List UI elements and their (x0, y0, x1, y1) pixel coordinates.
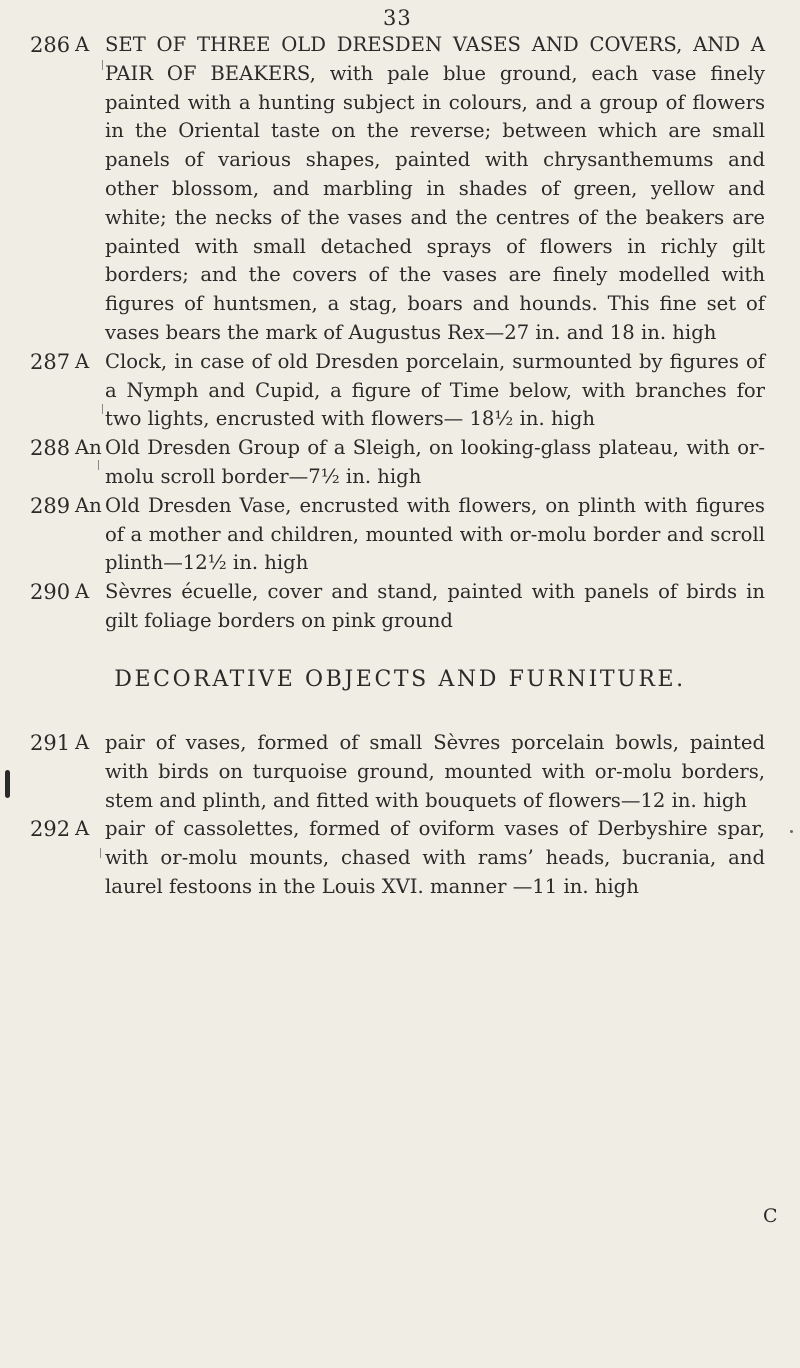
lot-lead-word: A (75, 33, 90, 56)
section-heading: DECORATIVE OBJECTS AND FURNITURE. (114, 667, 686, 692)
lot-number: 287 (30, 349, 71, 374)
lot-lead-word: An (75, 436, 102, 460)
lot-list-decorative (0, 729, 800, 902)
lot-number: 290 (30, 580, 71, 605)
lot-list-porcelain (0, 31, 800, 636)
lot-description (75, 729, 765, 815)
lot-number: 288 (30, 436, 71, 461)
page-number: 33 (383, 6, 412, 30)
lot-lead-word: An (75, 493, 102, 517)
lot-entry (0, 578, 800, 636)
lot-description-text: pair of cassolettes, formed of oviform vases of Derbyshire spar, with or-molu mounts, chased with rams’ heads, bucrania, and laurel festoons in the Louis XVI. manner —11 in. high (105, 817, 765, 898)
lot-description (75, 578, 765, 636)
margin-mark (102, 404, 103, 414)
lot-entry (0, 815, 800, 901)
lot-entry (0, 492, 800, 578)
lot-number: 289 (30, 493, 71, 518)
lot-entry (0, 348, 800, 434)
lot-description-text: SET OF THREE OLD DRESDEN VASES AND COVERS, AND A PAIR OF BEAKERS, with pale blue ground, each vase finely painted with a hunting subject in colours, and a group of flowers in the Oriental taste on the reverse; between which are small panels of various shapes, painted with chrysanthemums and other blossom, and marbling in shades of green, yellow and white; the necks of the vases and the centres of the beakers are painted with small detached sprays of flowers in richly gilt borders; and the covers of the vases are finely modelled with figures of huntsmen, a stag, boars and hounds. This fine set of vases bears the mark of Augustus Rex—27 in. and 18 in. high (105, 33, 765, 344)
lot-lead-word: A (75, 580, 90, 604)
lot-description-text: Clock, in case of old Dresden porcelain, surmounted by figures of a Nymph and Cupid, a figure of Time below, with branches for two lights, encrusted with flowers— 18½ in. high (105, 349, 765, 431)
lot-entry (0, 31, 800, 348)
lot-number: 292 (30, 817, 71, 842)
lot-description-text: Sèvres écuelle, cover and stand, painted with panels of birds in gilt foliage borders on pink ground (105, 580, 765, 632)
lot-description-text: Old Dresden Vase, encrusted with flowers, on plinth with figures of a mother and children, mounted with or-molu border and scroll plinth—12½ in. high (105, 493, 765, 575)
lot-description (75, 348, 765, 434)
margin-mark (102, 60, 103, 70)
lot-lead-word: A (75, 349, 90, 373)
margin-mark (790, 830, 793, 833)
lot-entry (0, 729, 800, 815)
lot-description (75, 815, 765, 901)
page-edge-mark (5, 770, 10, 798)
lot-number: 291 (30, 731, 71, 755)
lot-lead-word: A (75, 817, 90, 841)
lot-description (75, 434, 765, 492)
margin-mark (98, 460, 99, 470)
lot-description (75, 31, 765, 348)
lot-lead-word: A (75, 731, 90, 754)
lot-description-text: pair of vases, formed of small Sèvres porcelain bowls, painted with birds on turquoise ground, mounted with or-molu borders, stem and plinth, and fitted with bouquets of flowers—12 in. high (105, 731, 765, 812)
lot-number: 286 (30, 33, 71, 57)
signature-mark: C (763, 1205, 778, 1227)
lot-entry (0, 434, 800, 492)
lot-description (75, 492, 765, 578)
margin-mark (100, 848, 101, 858)
lot-description-text: Old Dresden Group of a Sleigh, on looking-glass plateau, with or-molu scroll border—7½ in. high (105, 436, 765, 488)
